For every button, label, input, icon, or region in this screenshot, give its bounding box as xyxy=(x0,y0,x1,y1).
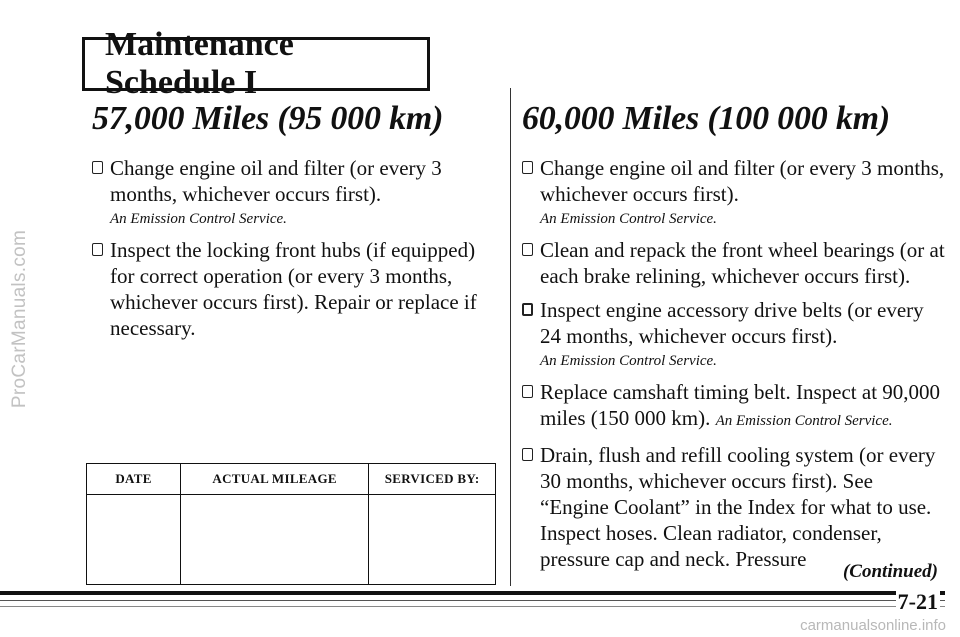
checklist-item xyxy=(522,237,947,289)
checklist-item xyxy=(92,237,502,341)
service-record-table xyxy=(86,463,496,585)
table-row xyxy=(87,495,496,585)
column-divider xyxy=(510,88,511,586)
item-note: An Emission Control Service. xyxy=(110,211,287,227)
checklist-item xyxy=(92,155,502,229)
mileage-cell[interactable] xyxy=(181,495,369,585)
footer-rule-thin xyxy=(0,600,945,601)
checklist-item xyxy=(522,442,947,572)
side-watermark xyxy=(6,0,34,637)
left-heading: 57,000 Miles (95 000 km) xyxy=(92,100,444,137)
checkbox-icon[interactable] xyxy=(522,161,533,174)
item-text: Clean and repack the front wheel bearings (or at each brake relining, whichever occurs first). xyxy=(540,238,945,288)
footer-rule-thin xyxy=(0,606,945,607)
item-text: Inspect engine accessory drive belts (or every 24 months, whichever occurs first). xyxy=(540,298,924,348)
item-text: Inspect the locking front hubs (if equipped) for correct operation (or every 3 months, whichever occurs first). Repair or replace if necessary. xyxy=(110,238,477,340)
section-title-box xyxy=(82,26,430,101)
section-title: Maintenance Schedule I xyxy=(105,26,294,101)
checkbox-icon[interactable] xyxy=(522,448,533,461)
left-column xyxy=(92,100,502,349)
date-cell[interactable] xyxy=(87,495,181,585)
item-note: An Emission Control Service. xyxy=(540,211,717,227)
footer-rule-thick xyxy=(0,591,945,595)
item-text: Change engine oil and filter (or every 3 months, whichever occurs first). xyxy=(110,156,442,206)
table-header-row xyxy=(87,464,496,495)
serviced-by-cell[interactable] xyxy=(369,495,496,585)
checkbox-icon[interactable] xyxy=(522,243,533,256)
mileage-header: ACTUAL MILEAGE xyxy=(181,464,369,495)
checklist-item xyxy=(522,155,947,229)
footer-watermark: carmanualsonline.info xyxy=(800,617,946,634)
item-text: Drain, flush and refill cooling system (or every 30 months, whichever occurs first). See “Engine Coolant” in the Index for what to use. Inspect hoses. Clean radiator, condenser, pressure cap and neck. Pressure xyxy=(540,443,936,571)
serviced-by-header: SERVICED BY: xyxy=(369,464,496,495)
item-note: An Emission Control Service. xyxy=(540,353,717,369)
item-text: Replace camshaft timing belt. Inspect at 90,000 miles (150 000 km). xyxy=(540,380,941,430)
checkbox-icon[interactable] xyxy=(522,385,533,398)
checkbox-icon[interactable] xyxy=(522,303,533,316)
page-number: 7-21 xyxy=(897,589,938,614)
right-heading: 60,000 Miles (100 000 km) xyxy=(522,100,891,137)
continued-label: (Continued) xyxy=(842,561,938,582)
right-column xyxy=(522,100,947,580)
item-text: Change engine oil and filter (or every 3 months, whichever occurs first). xyxy=(540,156,945,206)
item-text-with-note xyxy=(540,379,947,434)
date-header: DATE xyxy=(87,464,181,495)
checklist-item xyxy=(522,297,947,371)
watermark-text: ProCarManuals.com xyxy=(9,229,30,408)
checklist-item xyxy=(522,379,947,434)
item-note: An Emission Control Service. xyxy=(715,413,893,429)
checkbox-icon[interactable] xyxy=(92,243,103,256)
checkbox-icon[interactable] xyxy=(92,161,103,174)
